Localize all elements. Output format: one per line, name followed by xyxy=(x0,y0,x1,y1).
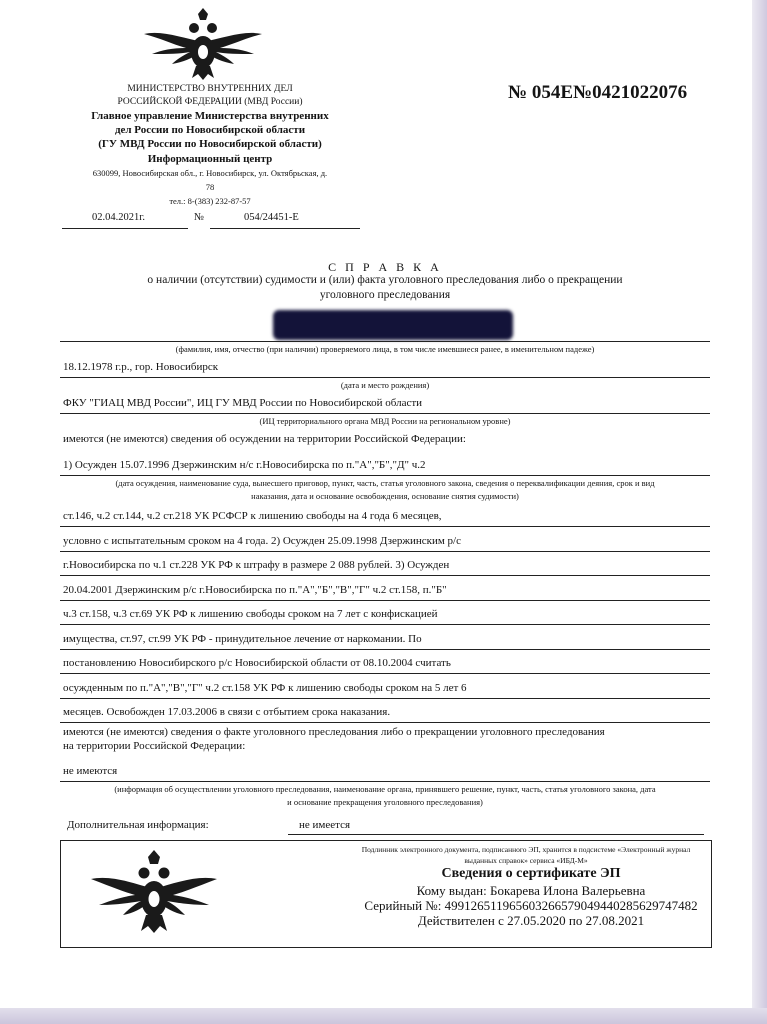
department-name-line4: Информационный центр xyxy=(147,153,273,165)
conviction-line-rule xyxy=(60,526,710,527)
signature-note-line2: выданных справок» сервиса «ИБД-М» xyxy=(464,856,588,865)
additional-info-label: Дополнительная информация: xyxy=(67,819,209,831)
signature-eagle-emblem-icon xyxy=(89,849,219,933)
department-address-line1: 630099, Новосибирская обл., г. Новосибирск, ул. Октябрьская, д. xyxy=(92,168,328,178)
conviction-line: г.Новосибирска по ч.1 ст.228 УК РФ к штрафу в размере 2 088 рублей. 3) Осужден xyxy=(63,559,450,571)
conviction-line-rule xyxy=(60,551,710,552)
conviction-line: условно с испытательным сроком на 4 года. 2) Осужден 25.09.1998 Дзержинским р/с xyxy=(63,534,461,547)
organ-rule xyxy=(60,413,710,414)
department-name-line1: Главное управление Министерства внутренних xyxy=(91,110,329,122)
name-rule xyxy=(60,341,710,342)
conviction-caption-line2: наказания, дата и основание освобождения, основание снятия судимости) xyxy=(251,491,519,501)
prosecution-value: не имеются xyxy=(63,765,118,777)
certificate-validity: Действителен с 27.05.2020 по 27.08.2021 xyxy=(417,913,645,928)
prosecution-caption-line2: и основание прекращения уголовного преследования) xyxy=(287,797,483,807)
conviction-line: осужденным по п."А","В","Г" ч.2 ст.158 УК РФ к лишению свободы сроком на 5 лет 6 xyxy=(63,681,467,694)
additional-info-rule xyxy=(288,834,704,835)
conviction-intro: имеются (не имеются) сведения об осуждении на территории Российской Федерации: xyxy=(63,433,466,445)
certificate-subtitle-line2: уголовного преследования xyxy=(319,289,451,301)
organ-caption: (ИЦ территориального органа МВД России на региональном уровне) xyxy=(259,416,511,426)
birth-caption: (дата и место рождения) xyxy=(340,380,430,390)
certificate-title: С П Р А В К А xyxy=(328,260,442,274)
certificate-info-title: Сведения о сертификате ЭП xyxy=(441,866,621,881)
ministry-name-line2: РОССИЙСКОЙ ФЕДЕРАЦИИ (МВД России) xyxy=(117,97,303,107)
prosecution-rule xyxy=(60,781,710,782)
conviction-line: месяцев. Освобожден 17.03.2006 в связи с отбытием срока наказания. xyxy=(63,706,391,718)
conviction-line: ч.3 ст.158, ч.3 ст.69 УК РФ к лишению свободы сроком на 7 лет с конфискацией xyxy=(63,608,438,620)
conviction-line-rule xyxy=(60,673,710,674)
prosecution-intro-line1: имеются (не имеются) сведения о факте уголовного преследования либо о прекращении уголовного преследования xyxy=(63,726,605,738)
conviction-line-rule xyxy=(60,575,710,576)
redacted-name-block xyxy=(273,310,513,340)
birth-date-place: 18.12.1978 г.р., гор. Новосибирск xyxy=(63,361,219,373)
conviction-line-rule xyxy=(60,698,710,699)
signature-note-line1: Подлинник электронного документа, подписанного ЭП, хранится в подсистеме «Электронный журнал xyxy=(361,845,691,854)
prosecution-intro-line2: на территории Российской Федерации: xyxy=(63,740,246,752)
issue-date: 02.04.2021г. xyxy=(92,212,145,223)
conviction-line: постановлению Новосибирского р/с Новосибирской области от 08.10.2004 считать xyxy=(63,657,451,669)
conviction-first-rule xyxy=(60,475,710,476)
conviction-line-rule xyxy=(60,649,710,650)
conviction-line-rule xyxy=(60,600,710,601)
conviction-first-line: 1) Осужден 15.07.1996 Дзержинским н/с г.Новосибирска по п."А","Б","Д" ч.2 xyxy=(63,459,426,471)
conviction-line: имущества, ст.97, ст.99 УК РФ - принудительное лечение от наркомании. По xyxy=(63,632,422,645)
page-shadow-right xyxy=(752,0,767,1024)
outgoing-number-underline xyxy=(210,228,360,229)
conviction-line-rule xyxy=(60,722,710,723)
department-name-line2: дел России по Новосибирской области xyxy=(114,124,306,136)
territorial-organ: ФКУ "ГИАЦ МВД России", ИЦ ГУ МВД России по Новосибирской области xyxy=(63,397,423,409)
document-number: № 054Е№0421022076 xyxy=(508,82,688,103)
department-name-line3: (ГУ МВД России по Новосибирской области) xyxy=(98,138,322,150)
birth-rule xyxy=(60,377,710,378)
outgoing-number-sign: № xyxy=(194,212,205,223)
additional-info-value: не имеется xyxy=(299,819,351,831)
conviction-line: 20.04.2001 Дзержинским р/с г.Новосибирска по п."А","Б","В","Г" ч.2 ст.158, п."Б" xyxy=(63,583,447,596)
double-headed-eagle-emblem-icon xyxy=(142,8,264,80)
ministry-name-line1: МИНИСТЕРСТВО ВНУТРЕННИХ ДЕЛ xyxy=(127,84,293,94)
conviction-line-rule xyxy=(60,624,710,625)
department-address-line2: 78 xyxy=(205,182,215,192)
certificate-subtitle-line1: о наличии (отсутствии) судимости и (или) факта уголовного преследования либо о прекращении xyxy=(147,274,623,286)
certificate-serial-number: Серийный №: 499126511965603266579049440285629747482 xyxy=(364,898,698,913)
conviction-caption-line1: (дата осуждения, наименование суда, вынесшего приговор, пункт, часть, статья уголовного закона, сведения о переквалификации деяния, срок и вид xyxy=(115,478,655,488)
page-shadow-bottom xyxy=(0,1008,767,1024)
outgoing-number: 054/24451-Е xyxy=(244,212,299,223)
e-signature-box xyxy=(60,840,712,948)
name-caption: (фамилия, имя, отчество (при наличии) проверяемого лица, в том числе имевшиеся ранее, в именительном падеже) xyxy=(175,344,595,354)
conviction-line: ст.146, ч.2 ст.144, ч.2 ст.218 УК РСФСР к лишению свободы на 4 года 6 месяцев, xyxy=(63,510,442,522)
certificate-issued-to: Кому выдан: Бокарева Илона Валерьевна xyxy=(416,883,646,898)
prosecution-caption-line1: (информация об осуществлении уголовного преследования, наименование органа, принявшего решение, пункт, часть, статья уголовного закона, дата xyxy=(114,784,656,794)
issue-date-underline xyxy=(62,228,188,229)
department-phone: тел.: 8-(383) 232-87-57 xyxy=(169,196,251,206)
